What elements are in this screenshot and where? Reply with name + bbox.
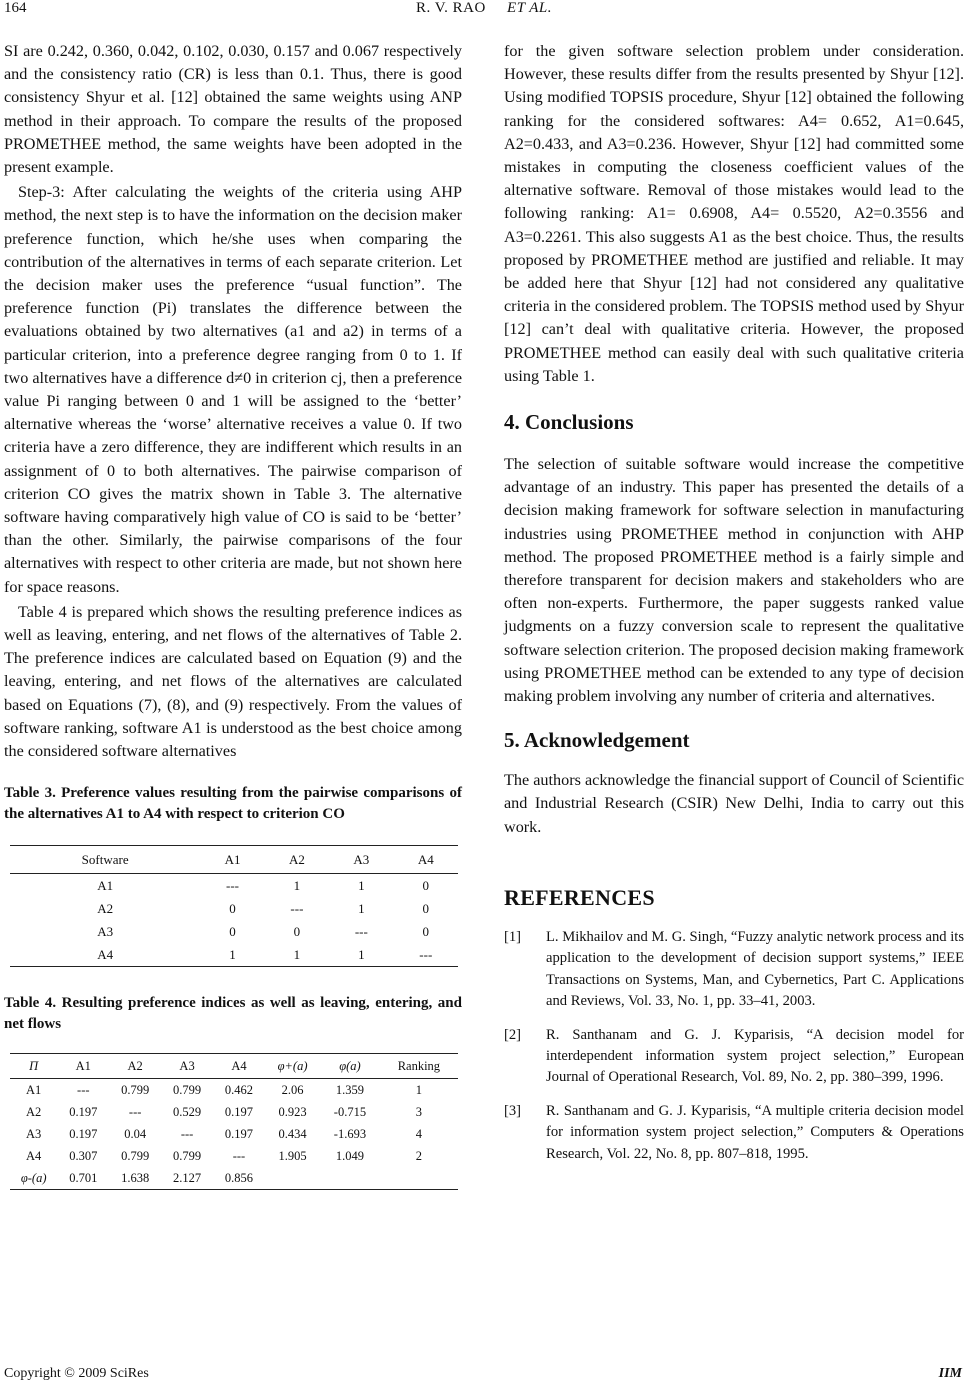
table4-header-cell: Ranking [380,1054,458,1079]
table-cell: -0.715 [333,1104,367,1119]
left-column [4,40,462,1190]
reference-item [504,927,964,1013]
table-cell: A2 [97,900,114,916]
table-cell: 1.638 [109,1167,161,1190]
table-row [10,920,458,943]
table-cell: 0.434 [278,1126,307,1141]
table3-header-row [10,846,458,874]
table-cell: 0.799 [173,1148,202,1163]
table-cell: A3 [26,1126,42,1141]
table-cell: 1 [358,900,365,916]
table-row [10,1101,458,1123]
table-cell: 1 [293,877,301,893]
section-heading-references: REFERENCES [504,884,655,910]
table-cell: 0.04 [124,1126,147,1141]
reference-list [504,927,964,1165]
table-cell: 1.049 [335,1148,365,1163]
table-cell: 0.923 [278,1104,307,1119]
reference-text: R. Santhanam and G. J. Kyparisis, “A decision model for interdependent information system project selection,” European Journal of Operational Research, Vol. 89, No. 2, pp. 380–399, 1996. [546,1026,964,1086]
table-cell: 0.307 [69,1148,98,1163]
table4-header-row [10,1054,458,1079]
reference-number: [2] [504,1026,522,1043]
table-cell: --- [226,877,239,893]
right-column [504,40,964,1165]
table-cell: 0.197 [69,1126,98,1141]
running-title [0,0,968,17]
paragraph-comparison: for the given software selection problem under consideration. However, these results differ from the results presented by Shyur [12]. Using modified TOPSIS procedure, Shyur [12] obtained the following ranking for the considered softwares: A4= 0.652, A1=0.645, A2=0.433, and A3=0.236. However, Shyur [12] had committed some mistakes in computing the closeness coefficient values of the alternative software. Removal of those mistakes would lead to the following ranking: A1= 0.6908, A4= 0.5520, A2=0.3556 and A3=0.2261. This also suggests A1 as the best choice. Thus, the results proposed by PROMETHEE method are justified and reliable. It may be added here that Shyur [12] had not considered any qualitative criteria in the considered problem. The TOPSIS method used by Shyur [12] can’t deal with qualitative criteria. However, the proposed PROMETHEE method can easily deal with such qualitative criteria using Table 1. [504,42,964,385]
table-cell: 0 [422,923,430,939]
table3 [10,845,458,967]
table-cell: 1 [265,943,329,967]
table-cell [265,1167,320,1190]
table-cell: 0.197 [224,1126,254,1141]
table-cell: 0 [422,900,430,916]
table-cell: 0.197 [224,1104,254,1119]
table-cell: 0 [229,900,236,916]
table4-header-cell: A4 [213,1054,265,1079]
table4-caption: Table 4. Resulting preference indices as well as leaving, entering, and net flows [4,995,462,1033]
table4 [10,1053,458,1190]
table3-header-cell: A4 [394,846,458,874]
table-cell: --- [128,1104,142,1119]
table-cell: A1 [97,877,114,893]
table-cell: --- [180,1126,194,1141]
table-cell: φ-(a) [10,1167,57,1190]
footer-journal: IIM [938,1366,962,1381]
table-cell: 2.127 [161,1167,213,1190]
table-row [10,1079,458,1102]
table-row [10,897,458,920]
table4-header-cell: φ+(a) [265,1054,320,1079]
table-cell: A2 [26,1104,42,1119]
table-cell: 1 [200,943,264,967]
table-cell: 4 [415,1126,422,1141]
reference-number: [3] [504,1102,522,1119]
table-cell: --- [354,923,368,939]
table3-caption: Table 3. Preference values resulting from the pairwise comparisons of the alternatives A1 to A4 with respect to criterion CO [4,785,462,823]
page-number: 164 [4,0,27,16]
table-cell [320,1167,380,1190]
table4-header-cell: Π [10,1054,57,1079]
table-cell: --- [394,943,458,967]
table-row [10,1145,458,1167]
running-title-etal: ET AL. [507,0,553,16]
paragraph-step3: Step-3: After calculating the weights of the criteria using AHP method, the next step is to have the information on the decision maker preference function, which he/she uses when comparing the contribution of the alternatives in terms of each separate criterion. Let the decision maker uses the preference “usual function”. The preference function (Pi) translates the difference between the evaluations obtained by two alternatives (a1 and a2) in terms of a particular criterion, into a preference degree ranging from 0 to 1. If two alternatives have a difference d≠0 in criterion cj, then a preference value Pi ranging between 0 and 1 will be assigned to the ‘better’ alternative whereas the ‘worse’ alternative receives a value 0. If two criteria have a zero difference, they are indifferent which results in an assignment of 0 to both alternatives. The pairwise comparison of criterion CO gives the matrix shown in Table 3. The alternative software having comparatively high value of CO is said to be ‘better’ than the other. Similarly, the pairwise comparisons of the four alternatives with respect to other criteria are made, but not shown here for space reasons. [4,183,463,596]
table3-header-cell: A1 [200,846,264,874]
table-cell: 1.359 [335,1082,365,1097]
table-cell: -1.693 [333,1126,367,1141]
section-heading-acknowledgement: 5. Acknowledgement [504,728,690,753]
table-row [10,874,458,898]
reference-text: R. Santhanam and G. J. Kyparisis, “A multiple criteria decision model for information system project selection,” Computers & Operations Research, Vol. 22, No. 8, pp. 807–818, 1995. [546,1102,964,1162]
table-cell: --- [232,1148,246,1163]
running-title-author: R. V. RAO [415,0,486,16]
reference-item [504,1025,964,1089]
table-cell: 0.197 [69,1104,98,1119]
table-cell: 0.799 [173,1082,202,1097]
table-cell: 2 [415,1148,422,1163]
table3-header-cell: A2 [265,846,329,874]
table-cell: 0.701 [57,1167,109,1190]
table-cell: 1 [358,877,365,893]
reference-text: L. Mikhailov and M. G. Singh, “Fuzzy analytic network process and its application to the development of decision support systems,” IEEE Transactions on Systems, Man, and Cybernetics, Part C. Applications and Reviews, Vol. 33, No. 1, pp. 33–41, 2003. [546,928,964,1010]
table-row [10,943,458,967]
paragraph-conclusions: The selection of suitable software would increase the competitive advantage of an industry. This paper has presented the details of a decision making framework for software selection in manufacturing industries using PROMETHEE method in conjunction with AHP method. The proposed PROMETHEE method is a fairly simple and therefore transparent for decision makers and stakeholders who are often non-experts. Furthermore, the paper suggests ranked value judgments on a fuzzy conversion scale to represent the qualitative software selection criterion. The proposed decision making framework using PROMETHEE method can be extended to any type of decision making problem involving any number of criteria and alternatives. [504,455,964,706]
paragraph-acknowledgement: The authors acknowledge the financial support of Council of Scientific and Industrial Research (CSIR) New Delhi, India to carry out this work. [504,771,964,836]
table-cell: 0.799 [121,1148,150,1163]
table4-header-cell: A2 [109,1054,161,1079]
table4-header-cell: A1 [57,1054,109,1079]
reference-number: [1] [504,928,522,945]
table-cell: 0.799 [121,1082,150,1097]
table-cell: 1.905 [278,1148,307,1163]
table-cell: A1 [26,1082,42,1097]
table-cell: 1 [329,943,393,967]
table-cell: 1 [415,1082,422,1097]
table-cell: 0 [229,923,236,939]
table-row [10,1167,458,1190]
table-cell: 0 [422,877,430,893]
table-cell: 0.856 [213,1167,265,1190]
table3-header-cell: Software [10,846,200,874]
table3-header-cell: A3 [329,846,393,874]
section-heading-conclusions: 4. Conclusions [504,410,634,435]
table-cell: 0 [293,923,301,939]
footer-copyright: Copyright © 2009 SciRes [4,1366,149,1381]
reference-item [504,1101,964,1165]
table-cell: A4 [10,943,200,967]
table-row [10,1123,458,1145]
table-cell: --- [290,900,304,916]
table-cell: 0.462 [224,1082,254,1097]
table4-header-cell: φ(a) [320,1054,380,1079]
table-cell [380,1167,458,1190]
table4-header-cell: A3 [161,1054,213,1079]
table-cell: 2.06 [281,1082,304,1097]
paragraph-weights: SI are 0.242, 0.360, 0.042, 0.102, 0.030, 0.157 and 0.067 respectively and the consistency ratio (CR) is less than 0.1. Thus, there is good consistency Shyur et al. [12] obtained the same weights using ANP method in their approach. To compare the results of the proposed PROMETHEE method, the same weights have been adopted in the present example. [4,42,462,177]
table-cell: A4 [26,1148,42,1163]
table-cell: 0.529 [173,1104,202,1119]
paragraph-table4-intro: Table 4 is prepared which shows the resulting preference indices as well as leaving, entering, and net flows of the alternatives of Table 2. The preference indices are calculated based on Equation (9) and the leaving, entering, and net flows of the alternatives are calculated based on Equations (7), (8), and (9) respectively. From the values of software ranking, software A1 is understood as the best choice among the considered software alternatives [4,602,462,761]
table-cell: 3 [415,1104,422,1119]
table-cell: A3 [97,923,114,939]
table-cell: --- [77,1082,90,1097]
